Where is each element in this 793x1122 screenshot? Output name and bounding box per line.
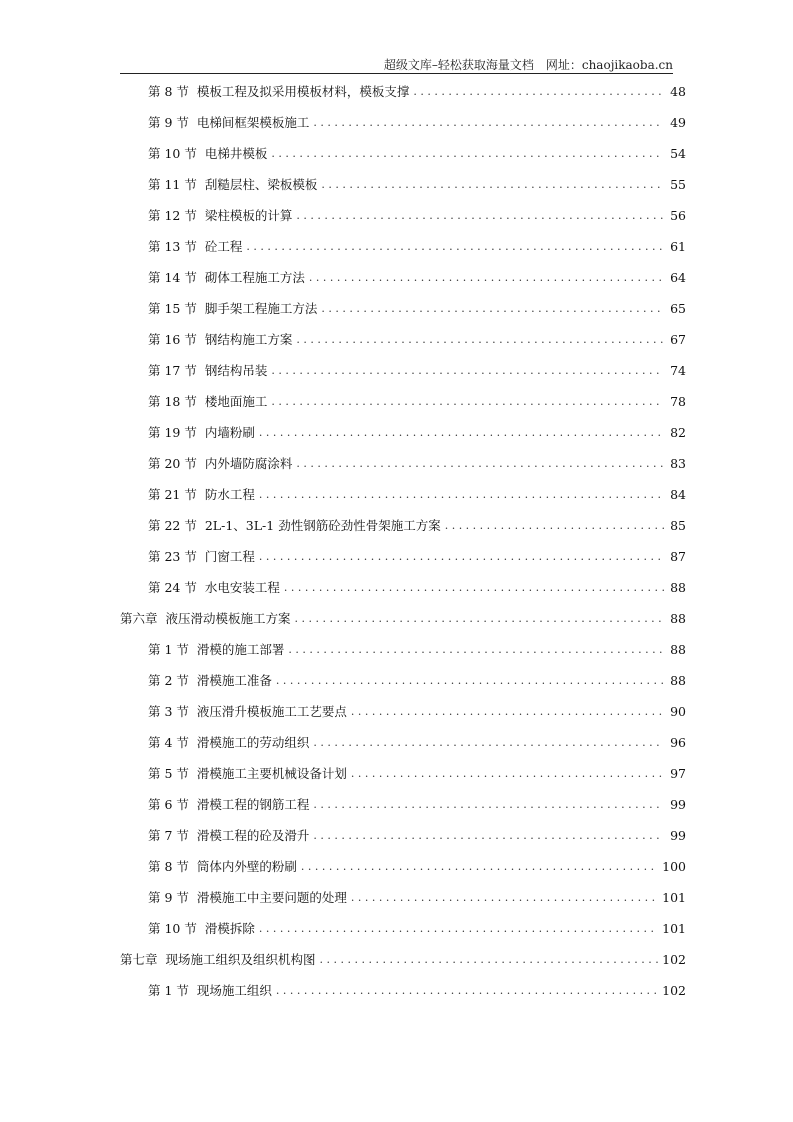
toc-entry-title: 筒体内外壁的粉刷: [196, 859, 297, 874]
toc-entry-label: 第 11 节: [148, 177, 197, 192]
toc-entry[interactable]: [148, 854, 686, 878]
toc-entry-page-number: 102: [662, 951, 686, 967]
toc-entry-title: 液压滑动模板施工方案: [165, 611, 291, 626]
toc-entry-title: 钢结构施工方案: [204, 332, 293, 347]
toc-entry-label: 第六章: [120, 611, 158, 626]
toc-entry-label: 第 13 节: [148, 239, 197, 254]
toc-entry-title: 滑模施工主要机械设备计划: [196, 766, 347, 781]
toc-entry-page-number: 61: [670, 238, 686, 254]
toc-entry[interactable]: [148, 668, 686, 692]
toc-dot-leader: [351, 767, 664, 780]
toc-entry-page-number: 48: [670, 83, 686, 99]
toc-entry-page-number: 88: [670, 610, 686, 626]
toc-entry[interactable]: [148, 451, 686, 475]
header-library-text: 超级文库–轻松获取海量文档: [383, 58, 534, 72]
toc-dot-leader: [309, 271, 664, 284]
toc-entry-title: 滑模工程的砼及滑升: [196, 828, 310, 843]
toc-entry[interactable]: [148, 327, 686, 351]
toc-entry[interactable]: [148, 513, 686, 537]
toc-entry-label: 第 8 节: [148, 84, 189, 99]
toc-entry-label: 第 6 节: [148, 797, 189, 812]
toc-entry-page-number: 96: [670, 734, 686, 750]
toc-entry[interactable]: [148, 916, 686, 940]
toc-dot-leader: [271, 364, 664, 377]
toc-entry[interactable]: [148, 730, 686, 754]
toc-entry-label: 第 15 节: [148, 301, 197, 316]
toc-dot-leader: [296, 333, 664, 346]
toc-entry[interactable]: [148, 141, 686, 165]
toc-entry-title: 钢结构吊装: [204, 363, 268, 378]
toc-entry-title: 防水工程: [204, 487, 255, 502]
toc-entry-page-number: 101: [662, 920, 686, 936]
toc-entry-label: 第 8 节: [148, 859, 189, 874]
toc-entry-page-number: 74: [670, 362, 686, 378]
toc-entry[interactable]: [148, 234, 686, 258]
toc-dot-leader: [284, 581, 664, 594]
toc-entry-label: 第七章: [120, 952, 158, 967]
toc-entry-label: 第 7 节: [148, 828, 189, 843]
toc-entry-title: 现场施工组织: [196, 983, 272, 998]
toc-entry-title: 滑模拆除: [204, 921, 255, 936]
toc-entry-page-number: 82: [670, 424, 686, 440]
toc-dot-leader: [271, 147, 664, 160]
toc-entry[interactable]: [148, 699, 686, 723]
toc-entry[interactable]: [148, 885, 686, 909]
toc-entry-label: 第 1 节: [148, 642, 189, 657]
toc-entry[interactable]: [148, 265, 686, 289]
toc-entry-title: 内墙粉刷: [204, 425, 255, 440]
toc-entry-title: 楼地面施工: [204, 394, 268, 409]
toc-dot-leader: [321, 178, 664, 191]
toc-dot-leader: [320, 953, 659, 966]
toc-entry-title: 刮糙层柱、梁板模板: [204, 177, 318, 192]
toc-entry-title: 电梯间框架模板施工: [196, 115, 310, 130]
toc-entry-title: 砼工程: [204, 239, 243, 254]
toc-entry-label: 第 24 节: [148, 580, 197, 595]
toc-entry-title: 现场施工组织及组织机构图: [165, 952, 316, 967]
toc-entry-title: 梁柱模板的计算: [204, 208, 293, 223]
toc-entry-label: 第 5 节: [148, 766, 189, 781]
toc-entry-label: 第 9 节: [148, 115, 189, 130]
toc-entry-label: 第 22 节: [148, 518, 197, 533]
toc-entry[interactable]: [148, 79, 686, 103]
toc-dot-leader: [276, 674, 664, 687]
toc-entry-label: 第 12 节: [148, 208, 197, 223]
toc-entry[interactable]: [148, 792, 686, 816]
toc-entry-label: 第 10 节: [148, 146, 197, 161]
toc-entry-title: 滑模施工准备: [196, 673, 272, 688]
toc-entry[interactable]: [148, 823, 686, 847]
header-divider: [120, 73, 673, 74]
toc-dot-leader: [276, 984, 658, 997]
toc-dot-leader: [259, 426, 664, 439]
toc-entry-page-number: 55: [670, 176, 686, 192]
toc-entry-page-number: 83: [670, 455, 686, 471]
toc-dot-leader: [259, 550, 664, 563]
toc-dot-leader: [301, 860, 658, 873]
toc-entry-title: 滑模的施工部署: [196, 642, 285, 657]
toc-entry[interactable]: [120, 947, 686, 971]
toc-entry-title: 脚手架工程施工方法: [204, 301, 318, 316]
toc-entry-label: 第 10 节: [148, 921, 197, 936]
toc-entry-title: 内外墙防腐涂料: [204, 456, 293, 471]
toc-dot-leader: [313, 116, 664, 129]
toc-entry-label: 第 1 节: [148, 983, 189, 998]
toc-entry-label: 第 19 节: [148, 425, 197, 440]
toc-entry[interactable]: [148, 420, 686, 444]
toc-entry-page-number: 87: [670, 548, 686, 564]
toc-entry-label: 第 2 节: [148, 673, 189, 688]
toc-entry-page-number: 99: [670, 827, 686, 843]
toc-entry-page-number: 56: [670, 207, 686, 223]
toc-entry[interactable]: [148, 203, 686, 227]
toc-dot-leader: [246, 240, 664, 253]
toc-entry[interactable]: [148, 575, 686, 599]
toc-entry-title: 滑模工程的钢筋工程: [196, 797, 310, 812]
toc-dot-leader: [313, 736, 664, 749]
toc-dot-leader: [296, 209, 664, 222]
toc-entry[interactable]: [148, 978, 686, 1002]
toc-entry-page-number: 90: [670, 703, 686, 719]
toc-entry-page-number: 78: [670, 393, 686, 409]
toc-entry[interactable]: [148, 296, 686, 320]
toc-dot-leader: [259, 922, 658, 935]
toc-entry-page-number: 101: [662, 889, 686, 905]
toc-entry[interactable]: [120, 606, 686, 630]
toc-entry-label: 第 20 节: [148, 456, 197, 471]
toc-dot-leader: [313, 829, 664, 842]
toc-entry-label: 第 14 节: [148, 270, 197, 285]
toc-dot-leader: [351, 891, 658, 904]
toc-entry-label: 第 21 节: [148, 487, 197, 502]
toc-entry-title: 砌体工程施工方法: [204, 270, 305, 285]
toc-dot-leader: [351, 705, 664, 718]
toc-dot-leader: [259, 488, 664, 501]
toc-entry-page-number: 88: [670, 579, 686, 595]
toc-entry[interactable]: [148, 637, 686, 661]
toc-entry-label: 第 3 节: [148, 704, 189, 719]
toc-entry-page-number: 88: [670, 672, 686, 688]
toc-dot-leader: [413, 85, 664, 98]
toc-entry-page-number: 88: [670, 641, 686, 657]
toc-dot-leader: [445, 519, 664, 532]
toc-dot-leader: [295, 612, 664, 625]
toc-entry-title: 模板工程及拟采用模板材料，模板支撑: [196, 84, 410, 99]
toc-entry-page-number: 54: [670, 145, 686, 161]
toc-entry-label: 第 17 节: [148, 363, 197, 378]
toc-entry-page-number: 65: [670, 300, 686, 316]
toc-dot-leader: [313, 798, 664, 811]
toc-entry-page-number: 49: [670, 114, 686, 130]
toc-entry-label: 第 23 节: [148, 549, 197, 564]
toc-entry-title: 2L-1、3L-1 劲性钢筋砼劲性骨架施工方案: [204, 518, 441, 533]
toc-entry[interactable]: [148, 172, 686, 196]
toc-entry-label: 第 16 节: [148, 332, 197, 347]
toc-entry-page-number: 64: [670, 269, 686, 285]
toc-dot-leader: [296, 457, 664, 470]
toc-entry[interactable]: [148, 544, 686, 568]
toc-entry[interactable]: [148, 389, 686, 413]
toc-entry-label: 第 4 节: [148, 735, 189, 750]
toc-entry-page-number: 100: [662, 858, 686, 874]
toc-entry-page-number: 97: [670, 765, 686, 781]
toc-entry-title: 电梯井模板: [204, 146, 268, 161]
toc-entry-title: 滑模施工中主要问题的处理: [196, 890, 347, 905]
toc-entry-page-number: 99: [670, 796, 686, 812]
toc-dot-leader: [321, 302, 664, 315]
toc-entry[interactable]: [148, 761, 686, 785]
header-site-text: 网址：chaojikaoba.cn: [545, 58, 673, 72]
toc-entry-title: 水电安装工程: [204, 580, 280, 595]
toc-entry-title: 门窗工程: [204, 549, 255, 564]
toc-dot-leader: [271, 395, 664, 408]
toc-entry-page-number: 85: [670, 517, 686, 533]
toc-entry-page-number: 84: [670, 486, 686, 502]
toc-entry[interactable]: [148, 358, 686, 382]
toc-entry-page-number: 67: [670, 331, 686, 347]
toc-entry-label: 第 18 节: [148, 394, 197, 409]
page-header: [120, 56, 673, 74]
toc-entry-title: 滑模施工的劳动组织: [196, 735, 310, 750]
toc-entry[interactable]: [148, 110, 686, 134]
toc-entry-title: 液压滑升模板施工工艺要点: [196, 704, 347, 719]
toc-dot-leader: [288, 643, 664, 656]
toc-entry-label: 第 9 节: [148, 890, 189, 905]
toc-entry[interactable]: [148, 482, 686, 506]
toc-entry-page-number: 102: [662, 982, 686, 998]
